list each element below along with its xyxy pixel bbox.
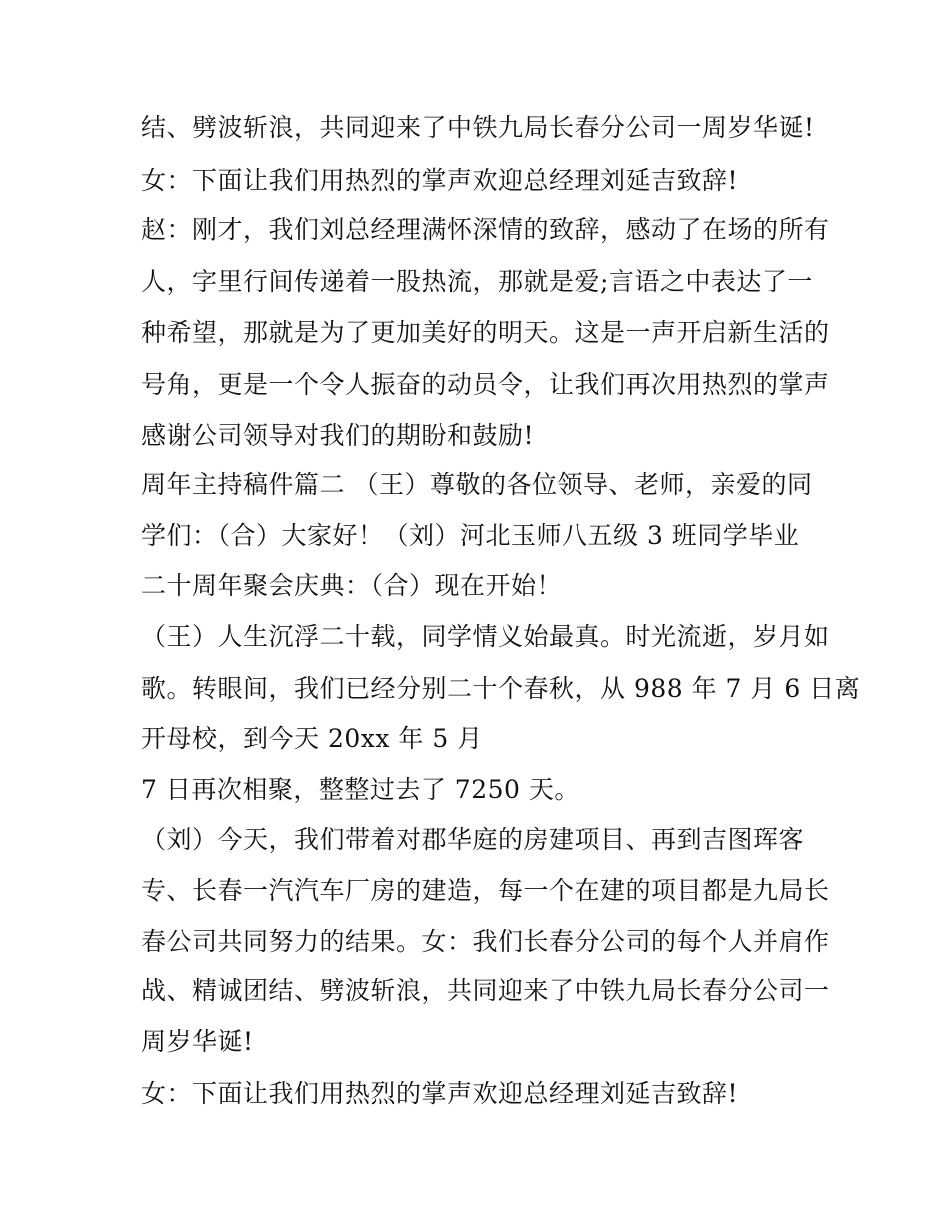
text-line: 7 日再次相聚，整整过去了 7250 天。	[141, 775, 580, 804]
text-line: 感谢公司领导对我们的期盼和鼓励!	[141, 421, 535, 450]
text-line: 歌。转眼间，我们已经分别二十个春秋，从 988 年 7 月 6 日离	[141, 674, 861, 703]
text-line: 号角，更是一个令人振奋的动员令，让我们再次用热烈的掌声	[141, 370, 830, 399]
text-line: 学们：（合）大家好！（刘）河北玉师八五级 3 班同学毕业	[141, 521, 800, 550]
text-line: 女：下面让我们用热烈的掌声欢迎总经理刘延吉致辞!	[141, 166, 739, 195]
text-line: 人，字里行间传递着一股热流，那就是爱;言语之中表达了一	[141, 267, 813, 296]
text-line: （王）人生沉浮二十载，同学情义始最真。时光流逝，岁月如	[141, 622, 830, 651]
text-line: 结、劈波斩浪，共同迎来了中铁九局长春分公司一周岁华诞!	[141, 113, 815, 142]
text-line: 周岁华诞!	[141, 1027, 254, 1056]
text-line: 开母校，到今天 20xx 年 5 月	[141, 724, 483, 753]
text-line: 二十周年聚会庆典：（合）现在开始！	[141, 571, 563, 600]
text-line: 周年主持稿件篇二 （王）尊敬的各位领导、老师，亲爱的同	[141, 470, 813, 499]
text-line: 春公司共同努力的结果。女：我们长春分公司的每个人并肩作	[141, 927, 830, 956]
text-line: 专、长春一汽汽车厂房的建造，每一个在建的项目都是九局长	[141, 876, 830, 905]
text-line: 种希望，那就是为了更加美好的明天。这是一声开启新生活的	[141, 318, 830, 347]
text-line: （刘）今天，我们带着对郡华庭的房建项目、再到吉图珲客	[141, 825, 805, 854]
text-line: 赵：刚才，我们刘总经理满怀深情的致辞，感动了在场的所有	[141, 215, 830, 244]
text-line: 女：下面让我们用热烈的掌声欢迎总经理刘延吉致辞!	[141, 1079, 739, 1108]
text-line: 战、精诚团结、劈波斩浪，共同迎来了中铁九局长春分公司一	[141, 976, 830, 1005]
